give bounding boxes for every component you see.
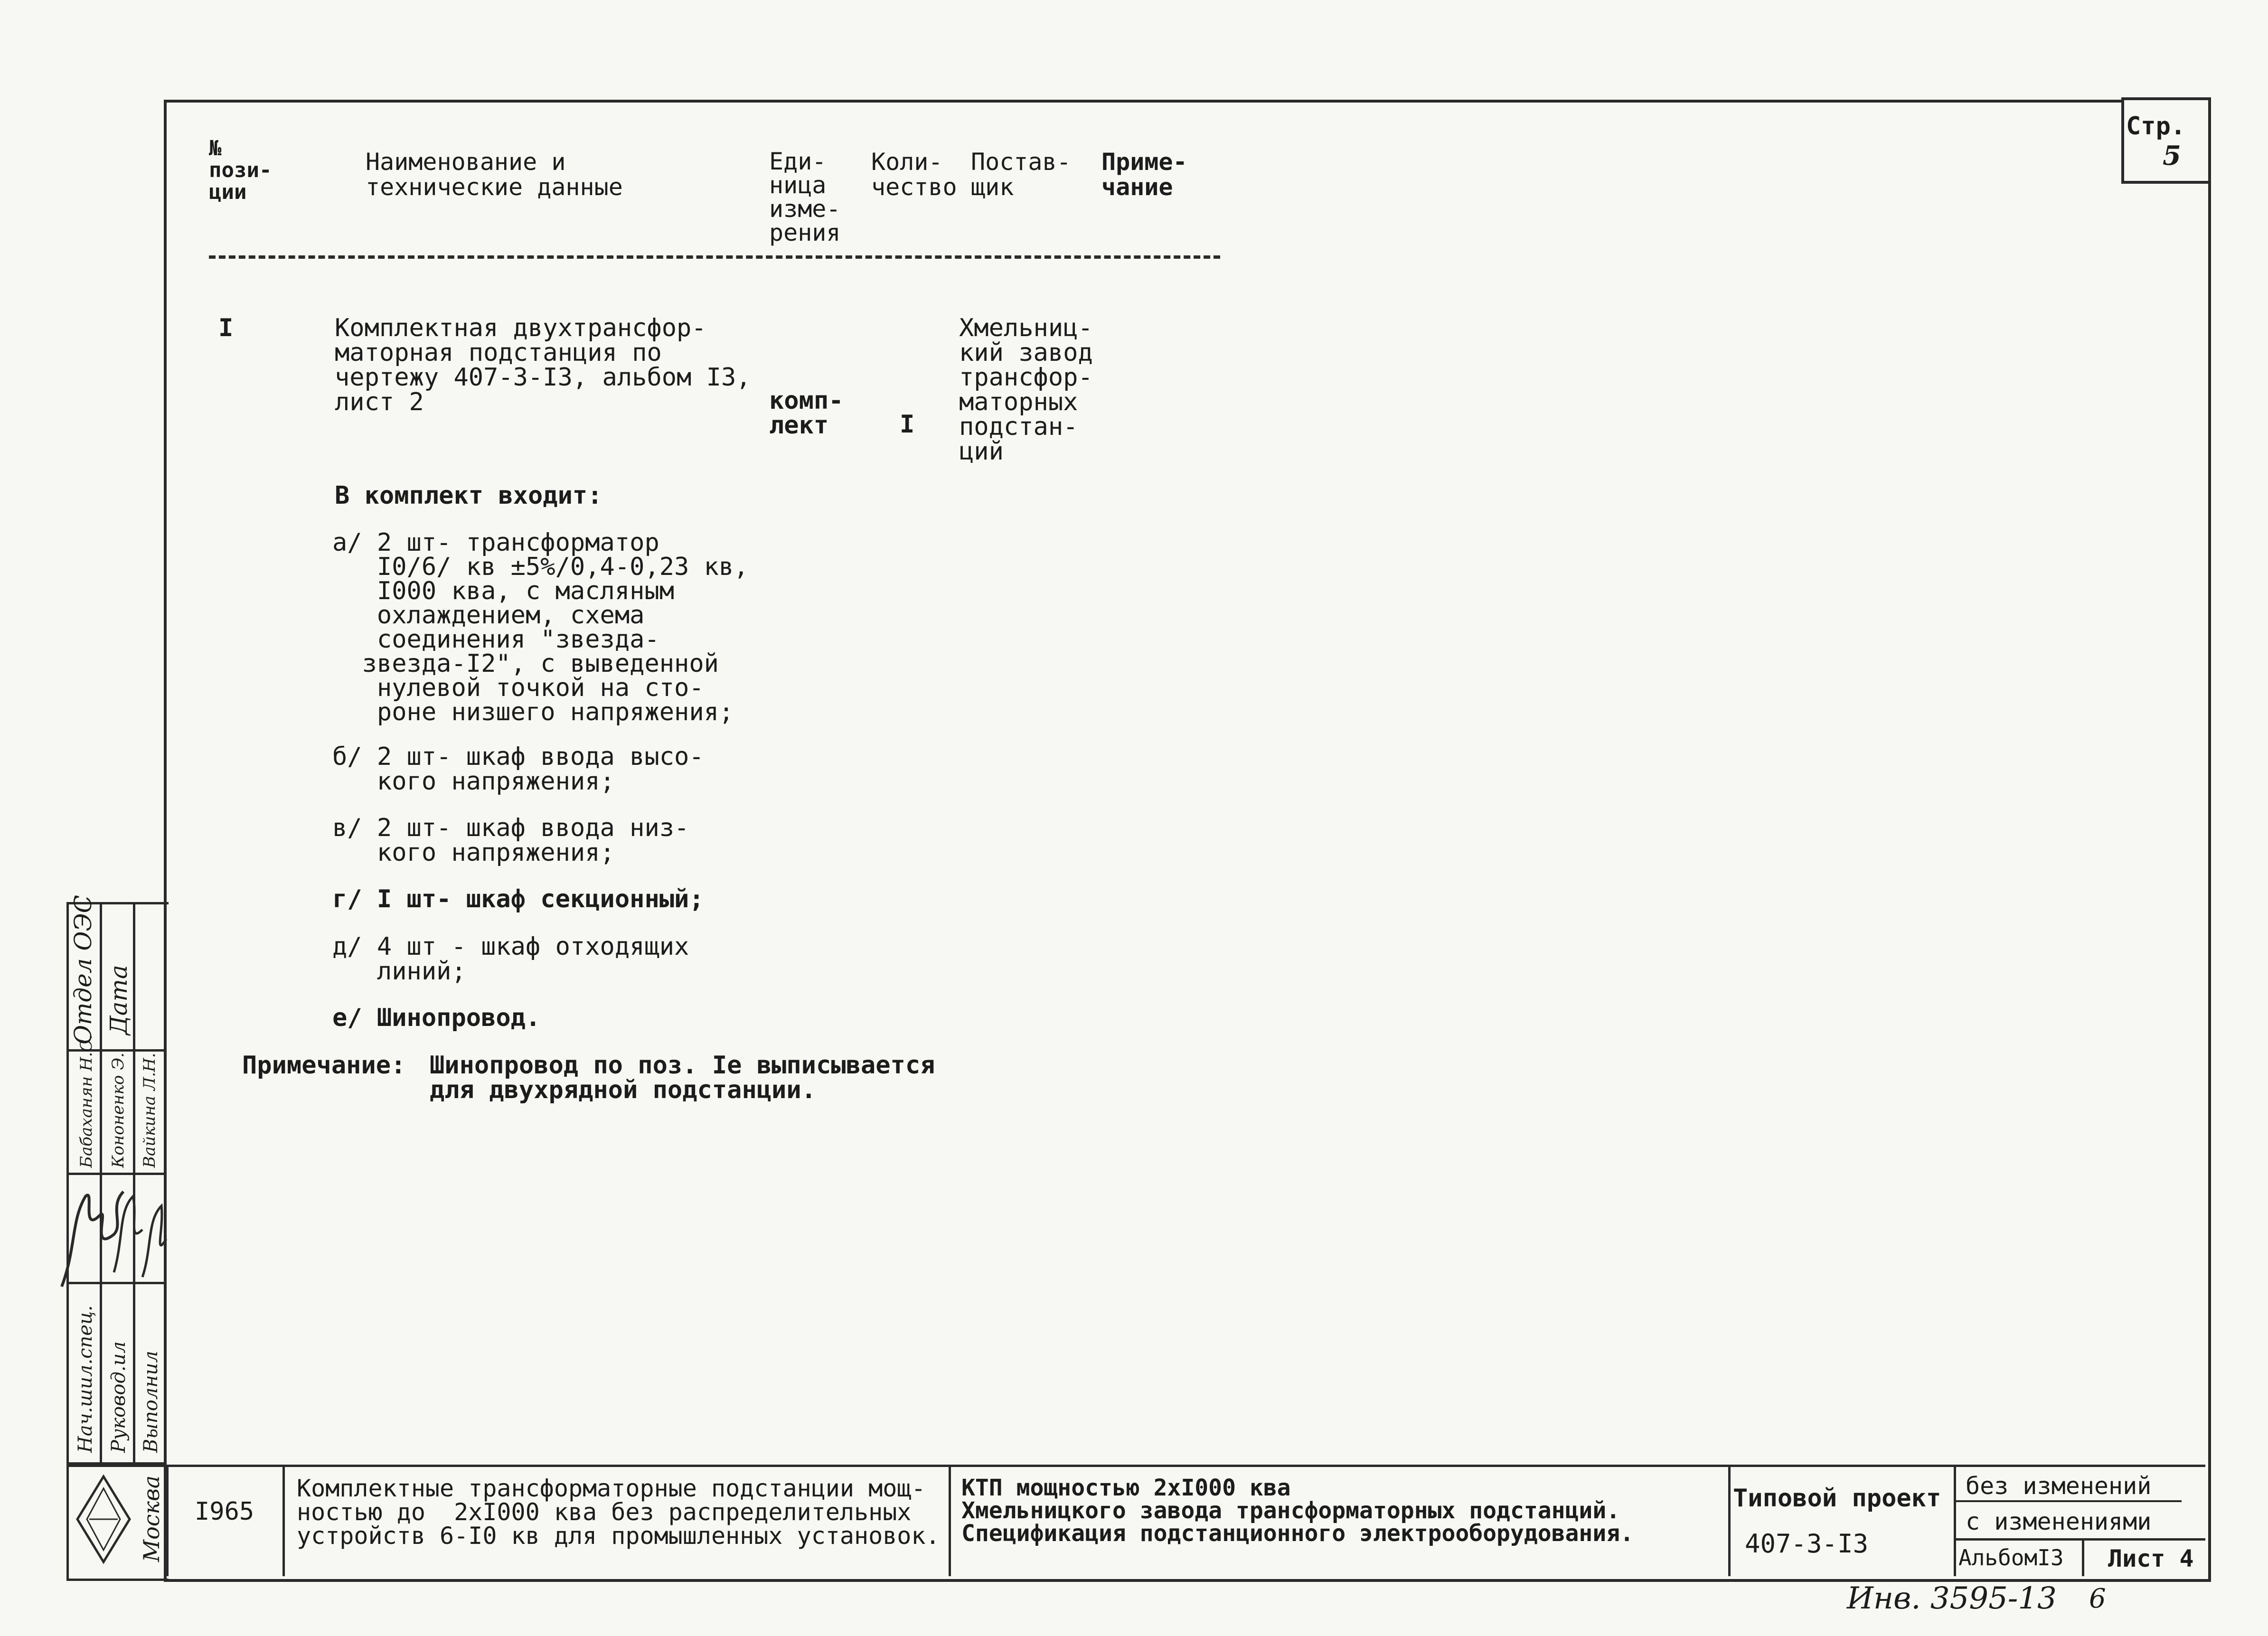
inventory-label: Инв. 3595-13	[1847, 1581, 2057, 1616]
stamp-name-3: Вайкина Л.Н.	[140, 1053, 159, 1168]
tb-year: I965	[195, 1497, 254, 1526]
stamp-name-2: Кононенко Э.	[109, 1053, 128, 1168]
signatures	[43, 1177, 171, 1296]
kit-item-v: в/ 2 шт- шкаф ввода низ- кого напряжения;	[332, 814, 689, 867]
col-name: Наименование и технические данные	[366, 148, 623, 201]
tb-with-change: с изменениями	[1966, 1508, 2152, 1535]
stamp-date-label: Дата	[105, 965, 132, 1035]
remark-text: Шинопровод по поз. Iе выписывается для двухрядной подстанции.	[430, 1051, 935, 1104]
item-name: Комплектная двухтрансфор- маторная подстанция по чертежу 407-3-I3, альбом I3, лист 2	[335, 314, 751, 416]
tb-album: АльбомI3	[1958, 1545, 2064, 1570]
stamp-dept: Отдел ОЭС	[69, 895, 97, 1044]
tb-project-title: Комплектные трансформаторные подстанции мощ- ностью до 2хI000 ква без распределительных устройств 6-I0 кв для промышленных установок.	[297, 1475, 940, 1550]
col-qty: Коли- чество	[871, 148, 957, 201]
stamp-role-3: Выполнил	[140, 1351, 162, 1453]
tb-project-label: Типовой проект	[1733, 1484, 1941, 1513]
item-unit: комп- лект	[769, 386, 844, 440]
col-note: Приме- чание	[1101, 148, 1187, 201]
tb-sheet-title: КТП мощностью 2хI000 ква Хмельницкого завода трансформаторных подстанций. Спецификация подстанционного электрооборудования.	[961, 1475, 1634, 1547]
page-number: 5	[2163, 140, 2181, 171]
col-supplier: Постав- щик	[971, 148, 1071, 201]
item-supplier: Хмельниц- кий завод трансфор- маторных подстан- ций	[959, 314, 1093, 466]
col-unit: Еди- ница изме- рения	[769, 148, 841, 246]
kit-item-d: д/ 4 шт - шкаф отходящих линий;	[332, 932, 689, 986]
kit-item-g: г/ I шт- шкаф секционный;	[332, 885, 704, 913]
tb-no-change: без изменений	[1966, 1472, 2152, 1500]
stamp-name-1: Бабаханян Н.С.	[77, 1034, 96, 1168]
inventory-number: 6	[2089, 1583, 2106, 1614]
stamp-role-2: Руковод.ил	[108, 1341, 130, 1453]
kit-item-a: а/ 2 шт- трансформатор I0/6/ кв ±5%/0,4-0,23 кв, I000 ква, с масляным охлаждением, схема соединения "звезда- звезда-I2", с выведенной нулевой точкой на сто- роне низшего напряжения;	[332, 528, 749, 726]
stamp-role-1: Нач.шил.спец.	[75, 1305, 96, 1453]
stamp-city: Москва	[139, 1475, 164, 1562]
header-divider	[209, 255, 1220, 259]
tb-sheet: Лист 4	[2108, 1545, 2194, 1572]
kit-item-b: б/ 2 шт- шкаф ввода высо- кого напряжения;	[332, 743, 704, 796]
item-qty: I	[900, 410, 915, 439]
kit-item-e: е/ Шинопровод.	[332, 1004, 541, 1032]
kit-heading: В комплект входит:	[335, 481, 602, 510]
tb-project-code: 407-3-I3	[1745, 1529, 1869, 1559]
institute-logo	[70, 1467, 137, 1571]
remark-label: Примечание:	[242, 1051, 406, 1080]
col-position: № пози- ции	[209, 136, 272, 205]
page-label: Стр.	[2126, 112, 2186, 141]
item-position: I	[218, 314, 234, 342]
